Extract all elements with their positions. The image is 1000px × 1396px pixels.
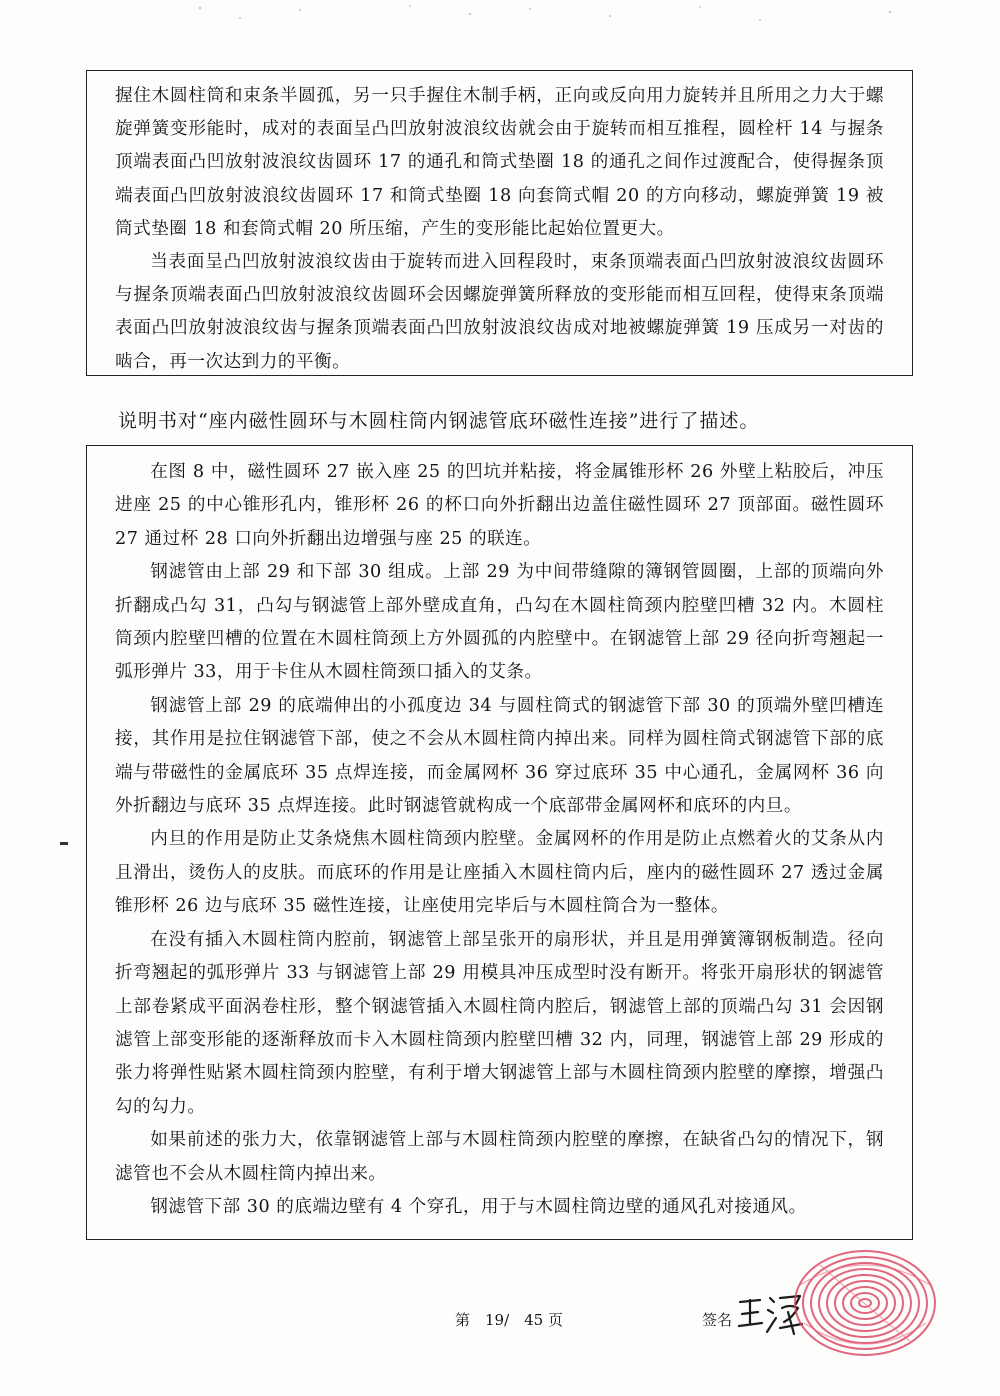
page-number: 第 19/ 45 页 [455, 1311, 563, 1329]
margin-mark [60, 842, 68, 845]
paragraph: 如果前述的张力大，依靠钢滤管上部与木圆柱筒颈内腔壁的摩擦，在缺省凸勾的情况下，钢滤管也不会从木圆柱筒内掉出来。 [115, 1130, 884, 1184]
paragraph: 在图 8 中，磁性圆环 27 嵌入座 25 的凹坑并粘接，将金属锥形杯 26 外壁上粘胶后，冲压进座 25 的中心锥形孔内，锥形杯 26 的杯口向外折翻出边盖住磁性圆环 27 顶部面。磁性圆环 27 通过杯 28 口向外折翻出边增强与座 25 的联连。 [115, 462, 884, 549]
paragraph: 内旦的作用是防止艾条烧焦木圆柱筒颈内腔壁。金属网杯的作用是防止点燃着火的艾条从内且滑出，烫伤人的皮肤。而底环的作用是让座插入木圆柱筒内后，座内的磁性圆环 27 透过金属锥形杯 26 边与底环 35 磁性连接，让座使用完毕后与木圆柱筒合为一整体。 [115, 829, 884, 917]
scan-noise [0, 0, 1000, 40]
paragraph: 在没有插入木圆柱筒内腔前，钢滤管上部呈张开的扇形状，并且是用弹簧簿钢板制造。径向折弯翘起的弧形弹片 33 与钢滤管上部 29 用模具冲压成型时没有断开。将张开扇形状的钢滤管上部卷紧成平面涡卷柱形，整个钢滤管插入木圆柱筒内腔后，钢滤管上部的顶端凸勾 31 会因钢滤管上部变形能的逐渐释放而卡入木圆柱筒颈内腔壁凹槽 32 内，同理，钢滤管上部 29 形成的张力将弹性贴紧木圆柱筒颈内腔壁，有利于增大钢滤管上部与木圆柱筒颈内腔壁的摩擦，增强凸勾的勾力。 [115, 929, 884, 1117]
quoted-text-box-bottom [86, 445, 913, 1240]
paragraph: 当表面呈凸凹放射波浪纹齿由于旋转而进入回程段时，束条顶端表面凸凹放射波浪纹齿圆环与握条顶端表面凸凹放射波浪纹齿圆环会因螺旋弹簧所释放的变形能而相互回程，使得束条顶端表面凸凹放射波浪纹齿与握条顶端表面凸凹放射波浪纹齿成对地被螺旋弹簧 19 压成另一对齿的啮合，再一次达到力的平衡。 [115, 252, 884, 372]
paragraph: 握住木圆柱筒和束条半圆孤，另一只手握住木制手柄，正向或反向用力旋转并且所用之力大于螺旋弹簧变形能时，成对的表面呈凸凹放射波浪纹齿就会由于旋转而相互推程，圆栓杆 14 与握条顶端表面凸凹放射波浪纹齿圆环 17 的通孔和筒式垫圈 18 的通孔之间作过渡配合，使得握条顶端表面凸凹放射波浪纹齿圆环 17 和筒式垫圈 18 向套筒式帽 20 的方向移动，螺旋弹簧 19 被筒式垫圈 18 和套筒式帽 20 所压缩，产生的变形能比起始位置更大。 [115, 86, 884, 239]
quoted-text-box-top [86, 70, 913, 376]
fingerprint-icon [790, 1245, 940, 1361]
paragraph: 钢滤管上部 29 的底端伸出的小孤度边 34 与圆柱筒式的钢滤管下部 30 的顶端外壁凹槽连接，其作用是拉住钢滤管下部，使之不会从木圆柱筒内掉出来。同样为圆柱筒式钢滤管下部的底端与带磁性的金属底环 35 点焊连接，而金属网杯 36 穿过底环 35 中心通孔，金属网杯 36 向外折翻边与底环 35 点焊连接。此时钢滤管就构成一个底部带金属网杯和底环的内旦。 [115, 695, 884, 817]
signature-label: 签名 [702, 1311, 733, 1329]
description-line: 说明书对“座内磁性圆环与木圆柱筒内钢滤管底环磁性连接”进行了描述。 [118, 410, 760, 432]
paragraph: 钢滤管下部 30 的底端边壁有 4 个穿孔，用于与木圆柱筒边壁的通风孔对接通风。 [150, 1196, 807, 1217]
paragraph: 钢滤管由上部 29 和下部 30 组成。上部 29 为中间带缝隙的簿钢管圆圈，上部的顶端向外折翻成凸勾 31，凸勾与钢滤管上部外壁成直角，凸勾在木圆柱筒颈内腔壁凹槽 32 内。木圆柱筒颈内腔壁凹槽的位置在木圆柱筒颈上方外圆孤的内腔壁中。在钢滤管上部 29 径向折弯翘起一弧形弹片 33，用于卡住从木圆柱筒颈口插入的艾条。 [115, 562, 884, 683]
